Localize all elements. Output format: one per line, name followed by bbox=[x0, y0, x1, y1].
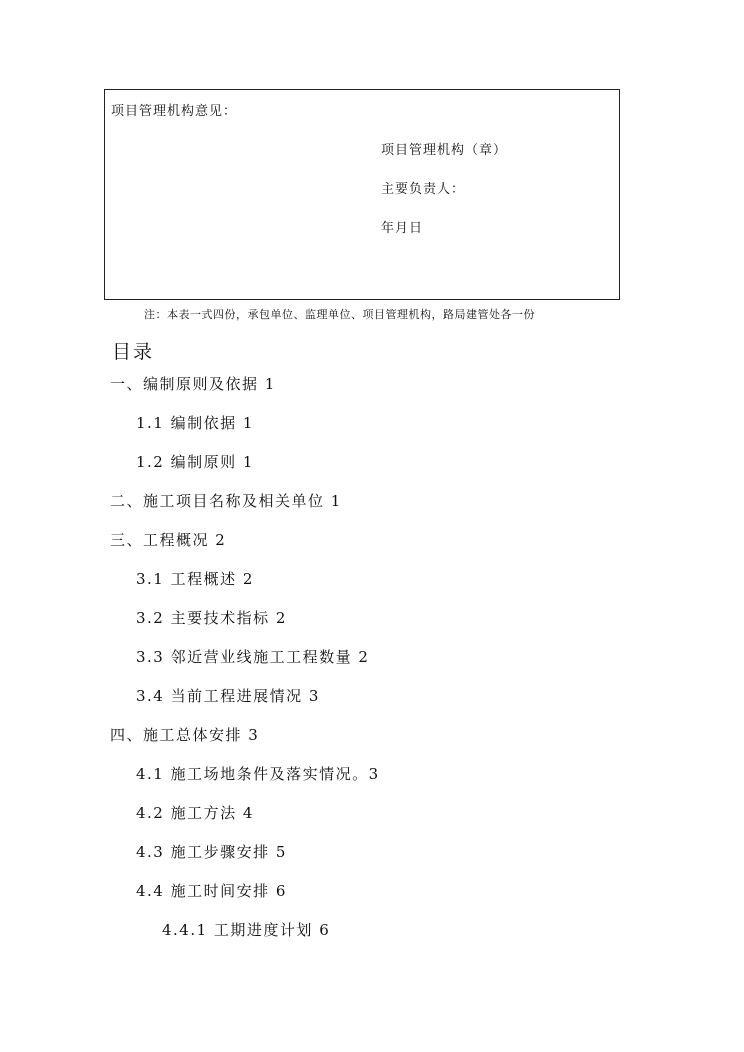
toc-title: 目录 bbox=[112, 341, 155, 363]
toc-item: 二、施工项目名称及相关单位 1 bbox=[110, 492, 342, 510]
toc-item: 4.2 施工方法 4 bbox=[136, 804, 254, 822]
toc-item: 4.1 施工场地条件及落实情况。3 bbox=[136, 765, 380, 783]
principal-line: 主要负责人： bbox=[381, 182, 466, 197]
opinion-box-title: 项目管理机构意见： bbox=[111, 104, 238, 119]
toc-item: 3.4 当前工程进展情况 3 bbox=[136, 687, 320, 705]
opinion-box bbox=[104, 89, 620, 300]
toc-item: 3.1 工程概述 2 bbox=[136, 570, 254, 588]
seal-line: 项目管理机构（章） bbox=[381, 143, 508, 158]
toc-item: 4.3 施工步骤安排 5 bbox=[136, 843, 287, 861]
form-note: 注：本表一式四份，承包单位、监理单位、项目管理机构，路局建管处各一份 bbox=[144, 308, 535, 321]
toc-item: 4.4 施工时间安排 6 bbox=[136, 882, 287, 900]
toc-item: 3.2 主要技术指标 2 bbox=[136, 609, 287, 627]
toc-item: 1.1 编制依据 1 bbox=[136, 414, 254, 432]
toc-item: 4.4.1 工期进度计划 6 bbox=[162, 921, 331, 939]
toc-item: 3.3 邻近营业线施工工程数量 2 bbox=[136, 648, 370, 666]
toc-item: 一、编制原则及依据 1 bbox=[110, 375, 276, 393]
toc-item: 三、工程概况 2 bbox=[110, 531, 227, 549]
toc-item: 1.2 编制原则 1 bbox=[136, 453, 254, 471]
date-line: 年月日 bbox=[381, 221, 424, 236]
toc-item: 四、施工总体安排 3 bbox=[110, 726, 260, 744]
